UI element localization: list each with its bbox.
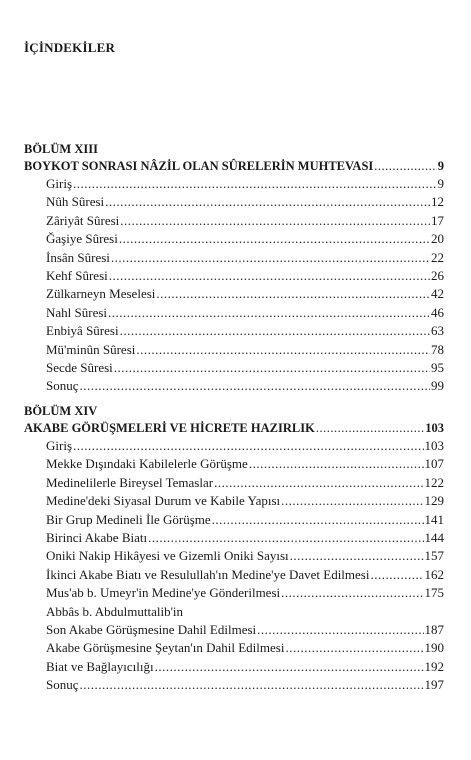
- toc-entry[interactable]: [24, 529, 444, 547]
- entry-title: İnsân Sûresi: [46, 249, 110, 265]
- entry-title: Zülkarneyn Meselesi: [46, 286, 156, 302]
- entry-title: Secde Sûresi: [46, 359, 113, 375]
- entry-title: Mü'minûn Sûresi: [46, 341, 136, 357]
- toc-entry[interactable]: [24, 584, 444, 602]
- entry-title: Medine'deki Siyasal Durum ve Kabile Yapısı: [46, 493, 281, 509]
- entry-title: Son Akabe Görüşmesine Dahil Edilmesi: [46, 621, 257, 637]
- dot-leader: [249, 455, 424, 473]
- page-number: 17: [431, 212, 444, 228]
- page-number: 9: [437, 159, 444, 173]
- entry-title: Bir Grup Medineli İle Görüşme: [46, 511, 211, 527]
- dot-leader: [120, 322, 430, 340]
- toc-entry[interactable]: [24, 455, 444, 473]
- dot-leader: [136, 341, 430, 359]
- toc-entry[interactable]: [24, 511, 444, 529]
- toc-entry[interactable]: [24, 676, 444, 694]
- page-number: 129: [424, 493, 444, 509]
- entry-title: Nûh Sûresi: [46, 194, 105, 210]
- toc-entry[interactable]: [24, 285, 444, 303]
- toc-entry[interactable]: [24, 267, 444, 285]
- dot-leader: [114, 359, 430, 377]
- toc-entry[interactable]: [24, 492, 444, 510]
- page-number: 103: [424, 438, 444, 453]
- page-number: 20: [431, 231, 444, 247]
- page-number: 103: [425, 421, 444, 435]
- dot-leader: [80, 377, 431, 395]
- dot-leader: [148, 529, 423, 547]
- page-number: 122: [424, 474, 444, 490]
- entry-title: Birinci Akabe Biatı: [46, 529, 148, 545]
- page-number: 175: [424, 585, 444, 601]
- page-number: 157: [424, 548, 444, 564]
- toc-entry[interactable]: [24, 474, 444, 492]
- entry-title: Biat ve Bağlayıcılığı: [46, 658, 154, 674]
- page-number: 162: [424, 566, 444, 582]
- chapter-heading[interactable]: [24, 157, 444, 175]
- chapter-title: BOYKOT SONRASI NÂZİL OLAN SÛRELERİN MUHTEVASI: [24, 159, 374, 173]
- page-number: 144: [424, 529, 444, 545]
- dot-leader: [281, 584, 423, 602]
- chapter-heading[interactable]: [24, 419, 444, 437]
- page-number: 63: [431, 323, 444, 339]
- dot-leader: [290, 547, 424, 565]
- dot-leader: [108, 304, 430, 322]
- toc-entry[interactable]: [24, 603, 444, 621]
- toc-entry[interactable]: [24, 322, 444, 340]
- toc-section: [24, 404, 444, 694]
- page-number: 107: [424, 456, 444, 472]
- entry-title: İkinci Akabe Biatı ve Resulullah'ın Medine'ye Davet Edilmesi: [46, 566, 370, 582]
- page-number: 22: [431, 249, 444, 265]
- page-number: 26: [431, 267, 444, 283]
- dot-leader: [109, 267, 430, 285]
- page-number: 42: [431, 286, 444, 302]
- dot-leader: [214, 474, 423, 492]
- dot-leader: [119, 230, 430, 248]
- entry-title: Zâriyât Sûresi: [46, 212, 120, 228]
- part-label: BÖLÜM XIII: [24, 142, 98, 156]
- toc-entry[interactable]: [24, 175, 444, 193]
- dot-leader: [105, 193, 430, 211]
- toc-entry[interactable]: [24, 193, 444, 211]
- entry-title: Nahl Sûresi: [46, 304, 108, 320]
- chapter-title: AKABE GÖRÜŞMELERİ VE HİCRETE HAZIRLIK: [24, 421, 315, 435]
- entry-title: Akabe Görüşmesine Şeytan'ın Dahil Edilmesi: [46, 640, 285, 656]
- toc-entry[interactable]: [24, 437, 444, 455]
- dot-leader: [73, 437, 424, 455]
- entry-title: Mekke Dışındaki Kabilelerle Görüşme: [46, 456, 248, 472]
- page-title: İÇİNDEKİLER: [24, 40, 116, 55]
- page-number: 78: [431, 341, 444, 357]
- toc-entry[interactable]: [24, 658, 444, 676]
- page-number: 141: [424, 511, 444, 527]
- dot-leader: [73, 175, 437, 193]
- page-number: 95: [431, 359, 444, 375]
- page-number: 12: [431, 194, 444, 210]
- entry-title: Sonuç: [46, 677, 79, 693]
- entry-title: Abbâs b. Abdulmuttalib'in: [46, 603, 184, 619]
- entry-title: Medinelilerle Bireysel Temaslar: [46, 474, 214, 490]
- dot-leader: [212, 511, 424, 529]
- page-number: 190: [424, 640, 444, 656]
- dot-leader: [285, 639, 423, 657]
- toc-entry[interactable]: [24, 547, 444, 565]
- toc-entry[interactable]: [24, 359, 444, 377]
- entry-title: Oniki Nakip Hikâyesi ve Gizemli Oniki Sayısı: [46, 548, 289, 564]
- toc-entry[interactable]: [24, 377, 444, 395]
- toc-entry[interactable]: [24, 621, 444, 639]
- toc-entry[interactable]: [24, 304, 444, 322]
- entry-title: Mus'ab b. Umeyr'in Medine'ye Gönderilmesi: [46, 585, 281, 601]
- entry-title: Sonuç: [46, 378, 79, 394]
- page-number: 9: [437, 176, 444, 191]
- entry-title: Kehf Sûresi: [46, 267, 108, 283]
- dot-leader: [155, 658, 424, 676]
- toc-entry[interactable]: [24, 249, 444, 267]
- part-label: BÖLÜM XIV: [24, 404, 98, 418]
- page-number: 197: [424, 677, 444, 693]
- dot-leader: [111, 249, 430, 267]
- dot-leader: [374, 157, 436, 175]
- dot-leader: [156, 285, 430, 303]
- page-number: 187: [424, 621, 444, 637]
- entry-title: Giriş: [46, 438, 72, 453]
- page-number: 46: [431, 304, 444, 320]
- dot-leader: [80, 676, 424, 694]
- dot-leader: [281, 492, 423, 510]
- dot-leader: [120, 212, 430, 230]
- dot-leader: [370, 566, 423, 584]
- page-number: 192: [424, 658, 444, 674]
- entry-title: Enbiyâ Sûresi: [46, 323, 119, 339]
- toc-entry[interactable]: [24, 566, 444, 584]
- toc-section: [24, 142, 444, 396]
- entry-title: Ğaşiye Sûresi: [46, 231, 118, 247]
- dot-leader: [316, 419, 424, 437]
- entry-title: Giriş: [46, 176, 72, 191]
- toc-entry[interactable]: [24, 230, 444, 248]
- page-number: 99: [431, 378, 444, 394]
- toc-entry[interactable]: [24, 341, 444, 359]
- toc-entry[interactable]: [24, 212, 444, 230]
- dot-leader: [257, 621, 423, 639]
- toc-entry[interactable]: [24, 639, 444, 657]
